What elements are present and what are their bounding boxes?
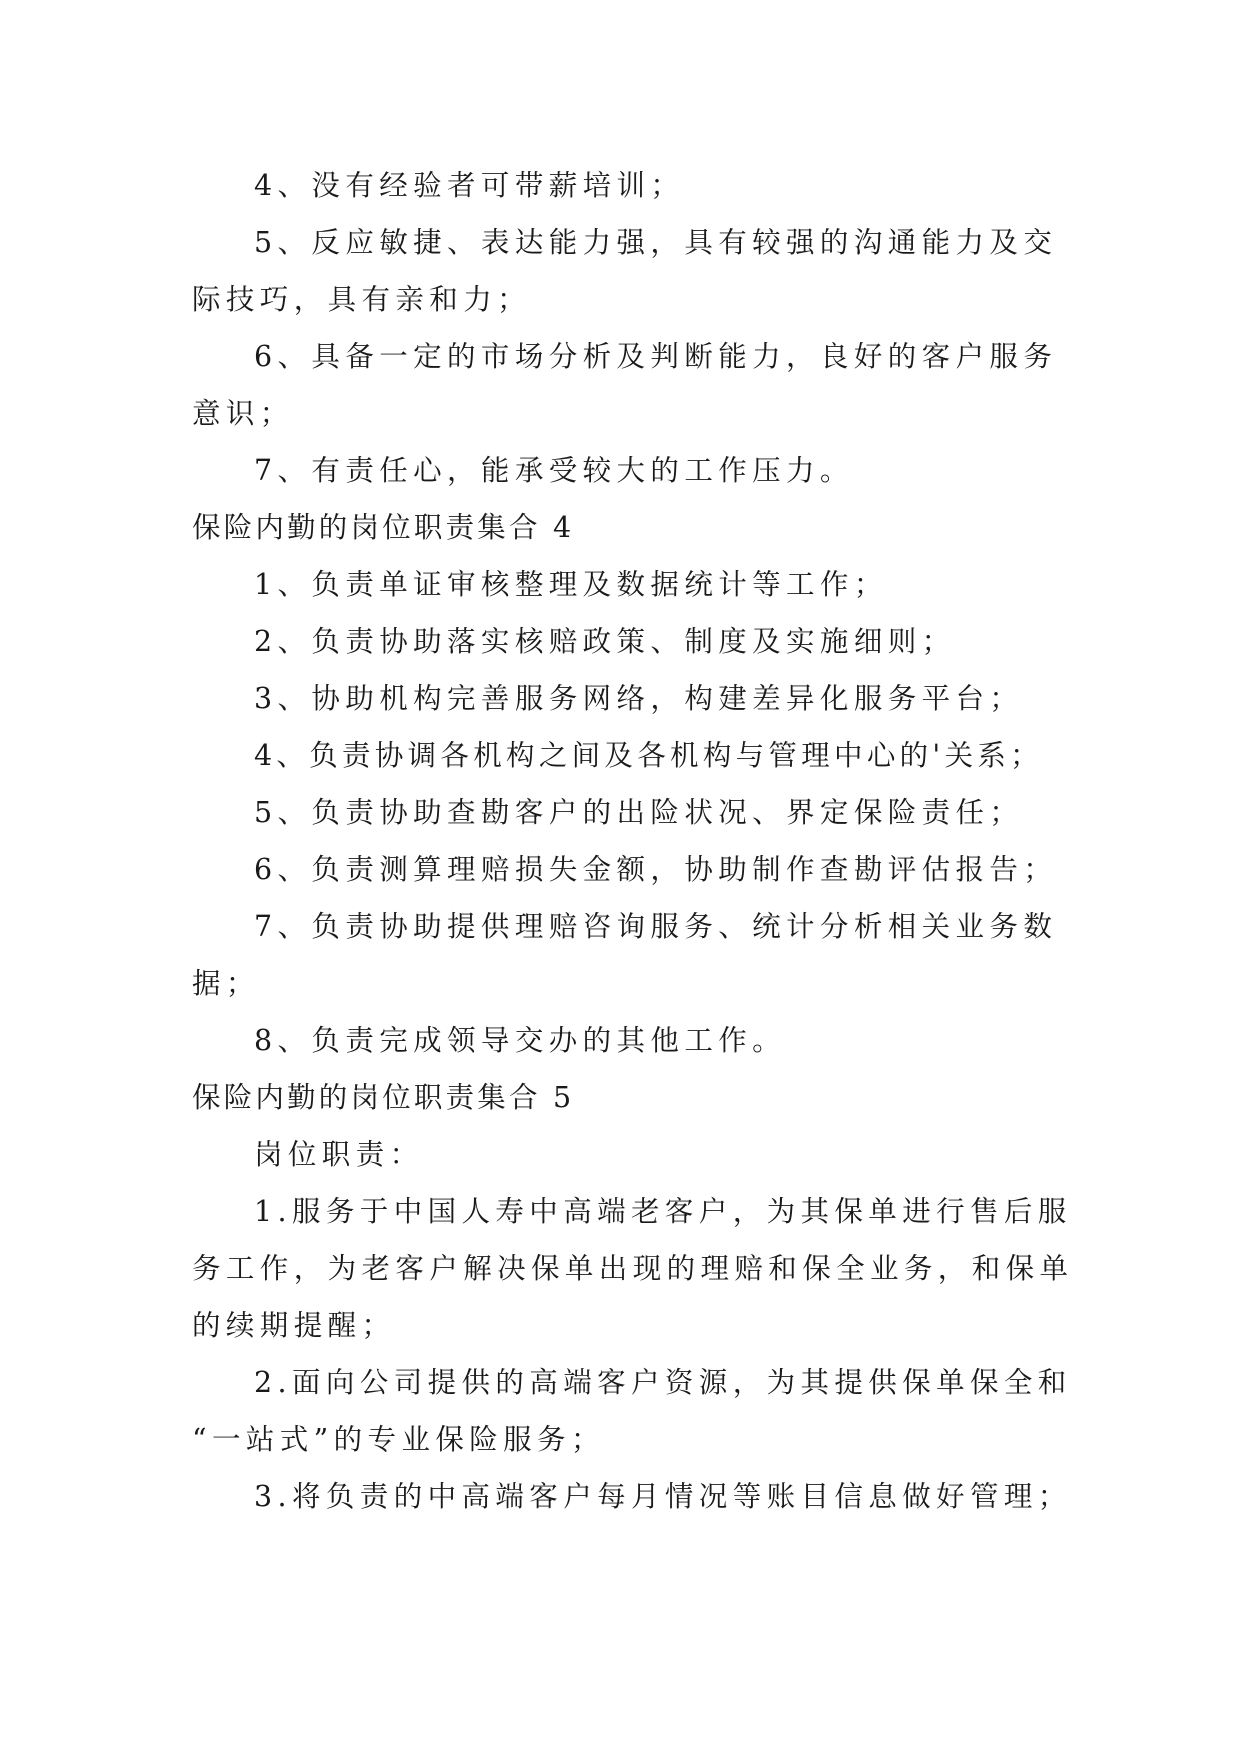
paragraph-line: 8、负责完成领导交办的其他工作。 (254, 1024, 787, 1057)
paragraph-line: 务工作，为老客户解决保单出现的理赔和保全业务，和保单 (192, 1252, 1074, 1285)
paragraph-line: 4、负责协调各机构之间及各机构与管理中心的'关系； (254, 739, 1043, 772)
paragraph-line: 7、负责协助提供理赔咨询服务、统计分析相关业务数 (254, 910, 1058, 943)
paragraph-line: 6、负责测算理赔损失金额，协助制作查勘评估报告； (254, 853, 1058, 886)
section-heading: 保险内勤的岗位职责集合 4 (192, 511, 575, 544)
paragraph-line: 3.将负责的中高端客户每月情况等账目信息做好管理； (254, 1480, 1072, 1513)
paragraph-line: “一站式”的专业保险服务； (192, 1423, 605, 1456)
paragraph-line: 岗位职责： (254, 1138, 424, 1171)
paragraph-line: 据； (192, 967, 260, 1000)
paragraph-line: 2、负责协助落实核赔政策、制度及实施细则； (254, 625, 956, 658)
paragraph-line: 5、反应敏捷、表达能力强，具有较强的沟通能力及交 (254, 226, 1058, 259)
paragraph-line: 5、负责协助查勘客户的出险状况、界定保险责任； (254, 796, 1024, 829)
paragraph-line: 1.服务于中国人寿中高端老客户，为其保单进行售后服 (254, 1195, 1072, 1228)
paragraph-line: 3、协助机构完善服务网络，构建差异化服务平台； (254, 682, 1024, 715)
paragraph-line: 1、负责单证审核整理及数据统计等工作； (254, 568, 888, 601)
paragraph-line: 意识； (192, 397, 294, 430)
paragraph-line: 4、没有经验者可带薪培训； (254, 169, 685, 202)
paragraph-line: 2.面向公司提供的高端客户资源，为其提供保单保全和 (254, 1366, 1072, 1399)
paragraph-line: 6、具备一定的市场分析及判断能力，良好的客户服务 (254, 340, 1058, 373)
paragraph-line: 的续期提醒； (192, 1309, 396, 1342)
paragraph-line: 际技巧，具有亲和力； (192, 283, 532, 316)
section-heading: 保险内勤的岗位职责集合 5 (192, 1081, 575, 1114)
paragraph-line: 7、有责任心，能承受较大的工作压力。 (254, 454, 854, 487)
